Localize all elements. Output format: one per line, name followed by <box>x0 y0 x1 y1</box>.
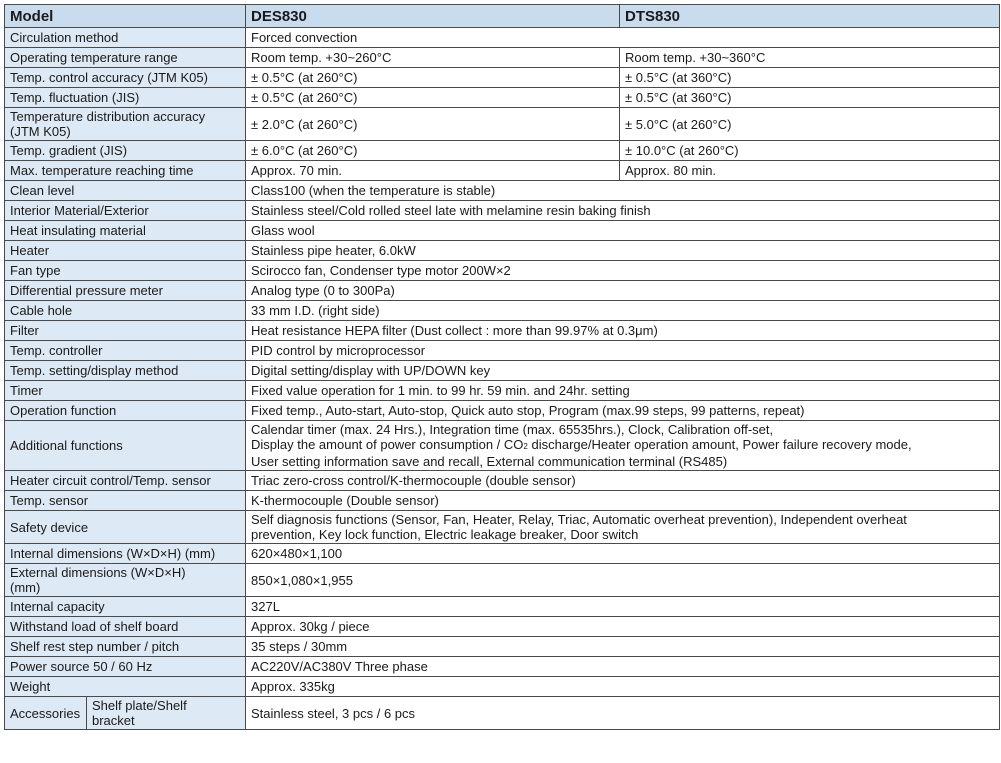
row-label: Heater <box>5 241 246 261</box>
row-label-line: Temperature distribution accuracy <box>10 109 206 124</box>
row-value: Approx. 30kg / piece <box>246 617 1000 637</box>
des830-value: ± 6.0°C (at 260°C) <box>246 141 620 161</box>
row-label: Filter <box>5 321 246 341</box>
row-label: Withstand load of shelf board <box>5 617 246 637</box>
row-label <box>5 564 246 597</box>
des830-value: ± 0.5°C (at 260°C) <box>246 68 620 88</box>
table-row-temp-controller <box>5 341 1000 361</box>
row-value <box>246 421 1000 471</box>
value-line: User setting information save and recall, External communication terminal (RS485) <box>251 454 728 469</box>
row-value: AC220V/AC380V Three phase <box>246 657 1000 677</box>
row-value: Glass wool <box>246 221 1000 241</box>
row-label-line: (JTM K05) <box>10 124 71 139</box>
row-label: Circulation method <box>5 28 246 48</box>
specification-table <box>4 4 1000 730</box>
table-row-accessories <box>5 697 1000 730</box>
table-row-operating-temperature-range <box>5 48 1000 68</box>
row-label: Timer <box>5 381 246 401</box>
row-label-line: (mm) <box>10 580 41 595</box>
table-row-temperature-distribution-accuracy <box>5 108 1000 141</box>
dts830-value: Approx. 80 min. <box>620 161 1000 181</box>
row-value: Class100 (when the temperature is stable) <box>246 181 1000 201</box>
row-label-line: External dimensions (W×D×H) <box>10 565 186 580</box>
row-label: Power source 50 / 60 Hz <box>5 657 246 677</box>
table-row-max-temperature-reaching-time <box>5 161 1000 181</box>
spec-table-container <box>4 4 999 730</box>
des830-value: Approx. 70 min. <box>246 161 620 181</box>
table-row-shelf-rest-step <box>5 637 1000 657</box>
row-label: Temp. controller <box>5 341 246 361</box>
row-value: Stainless steel, 3 pcs / 6 pcs <box>246 697 1000 730</box>
row-value: 33 mm I.D. (right side) <box>246 301 1000 321</box>
dts830-value: ± 0.5°C (at 360°C) <box>620 88 1000 108</box>
row-label: Heater circuit control/Temp. sensor <box>5 471 246 491</box>
table-row-withstand-load <box>5 617 1000 637</box>
des830-value: ± 0.5°C (at 260°C) <box>246 88 620 108</box>
row-label: Cable hole <box>5 301 246 321</box>
table-row-operation-function <box>5 401 1000 421</box>
row-label: Temp. sensor <box>5 491 246 511</box>
table-row-internal-capacity <box>5 597 1000 617</box>
row-value: Fixed temp., Auto-start, Auto-stop, Quick auto stop, Program (max.99 steps, 99 patterns, repeat) <box>246 401 1000 421</box>
table-row-differential-pressure-meter <box>5 281 1000 301</box>
table-row-temp-sensor <box>5 491 1000 511</box>
dts830-value: Room temp. +30~360°C <box>620 48 1000 68</box>
row-label: Temp. setting/display method <box>5 361 246 381</box>
header-dts830: DTS830 <box>620 5 1000 28</box>
row-value: Stainless pipe heater, 6.0kW <box>246 241 1000 261</box>
row-label: Operating temperature range <box>5 48 246 68</box>
row-sublabel <box>87 697 246 730</box>
row-label: Fan type <box>5 261 246 281</box>
row-label: Temp. gradient (JIS) <box>5 141 246 161</box>
row-value: Analog type (0 to 300Pa) <box>246 281 1000 301</box>
header-des830: DES830 <box>246 5 620 28</box>
row-label: Heat insulating material <box>5 221 246 241</box>
row-label: Internal capacity <box>5 597 246 617</box>
table-row-temp-setting-display-method <box>5 361 1000 381</box>
table-row-heater-circuit-control <box>5 471 1000 491</box>
row-label <box>5 108 246 141</box>
row-value: PID control by microprocessor <box>246 341 1000 361</box>
row-label: Differential pressure meter <box>5 281 246 301</box>
table-row-circulation-method <box>5 28 1000 48</box>
row-value: Triac zero-cross control/K-thermocouple (double sensor) <box>246 471 1000 491</box>
row-value <box>246 511 1000 544</box>
table-row-power-source <box>5 657 1000 677</box>
table-header-row <box>5 5 1000 28</box>
value-line: Calendar timer (max. 24 Hrs.), Integration time (max. 65535hrs.), Clock, Calibration off-set, <box>251 422 774 437</box>
dts830-value: ± 0.5°C (at 360°C) <box>620 68 1000 88</box>
table-row-internal-dimensions <box>5 544 1000 564</box>
row-label: Additional functions <box>5 421 246 471</box>
row-label: Operation function <box>5 401 246 421</box>
row-label: Accessories <box>5 697 87 730</box>
row-sublabel-line: Shelf plate/Shelf <box>92 698 187 713</box>
value-line: discharge/Heater operation amount, Power failure recovery mode, <box>527 437 912 452</box>
row-label: Interior Material/Exterior <box>5 201 246 221</box>
value-line: Display the amount of power consumption / CO <box>251 437 524 452</box>
table-row-cable-hole <box>5 301 1000 321</box>
row-value: Approx. 335kg <box>246 677 1000 697</box>
table-row-additional-functions <box>5 421 1000 471</box>
row-value: 35 steps / 30mm <box>246 637 1000 657</box>
table-row-fan-type <box>5 261 1000 281</box>
value-line: Self diagnosis functions (Sensor, Fan, Heater, Relay, Triac, Automatic overheat prevention), Independent overheat <box>251 512 907 527</box>
des830-value: ± 2.0°C (at 260°C) <box>246 108 620 141</box>
table-row-temp-gradient <box>5 141 1000 161</box>
table-row-clean-level <box>5 181 1000 201</box>
table-row-temp-fluctuation <box>5 88 1000 108</box>
row-value: K-thermocouple (Double sensor) <box>246 491 1000 511</box>
row-label: Temp. fluctuation (JIS) <box>5 88 246 108</box>
table-row-heater <box>5 241 1000 261</box>
header-model: Model <box>5 5 246 28</box>
row-label: Temp. control accuracy (JTM K05) <box>5 68 246 88</box>
row-label: Clean level <box>5 181 246 201</box>
dts830-value: ± 5.0°C (at 260°C) <box>620 108 1000 141</box>
subscript-2: 2 <box>523 442 528 451</box>
row-sublabel-line: bracket <box>92 713 135 728</box>
row-value: Stainless steel/Cold rolled steel late with melamine resin baking finish <box>246 201 1000 221</box>
value-line: prevention, Key lock function, Electric leakage breaker, Door switch <box>251 527 639 542</box>
dts830-value: ± 10.0°C (at 260°C) <box>620 141 1000 161</box>
des830-value: Room temp. +30~260°C <box>246 48 620 68</box>
row-value: Forced convection <box>246 28 1000 48</box>
row-value: Fixed value operation for 1 min. to 99 hr. 59 min. and 24hr. setting <box>246 381 1000 401</box>
table-row-filter <box>5 321 1000 341</box>
table-row-safety-device <box>5 511 1000 544</box>
row-value: 850×1,080×1,955 <box>246 564 1000 597</box>
row-value: Heat resistance HEPA filter (Dust collect : more than 99.97% at 0.3μm) <box>246 321 1000 341</box>
row-label: Max. temperature reaching time <box>5 161 246 181</box>
row-value: 620×480×1,100 <box>246 544 1000 564</box>
table-row-external-dimensions <box>5 564 1000 597</box>
table-row-timer <box>5 381 1000 401</box>
row-label: Shelf rest step number / pitch <box>5 637 246 657</box>
table-row-heat-insulating-material <box>5 221 1000 241</box>
row-value: Digital setting/display with UP/DOWN key <box>246 361 1000 381</box>
row-value: Scirocco fan, Condenser type motor 200W×2 <box>246 261 1000 281</box>
table-row-temp-control-accuracy <box>5 68 1000 88</box>
row-label: Weight <box>5 677 246 697</box>
row-value: 327L <box>246 597 1000 617</box>
row-label: Safety device <box>5 511 246 544</box>
table-row-interior-material-exterior <box>5 201 1000 221</box>
row-label: Internal dimensions (W×D×H) (mm) <box>5 544 246 564</box>
table-row-weight <box>5 677 1000 697</box>
